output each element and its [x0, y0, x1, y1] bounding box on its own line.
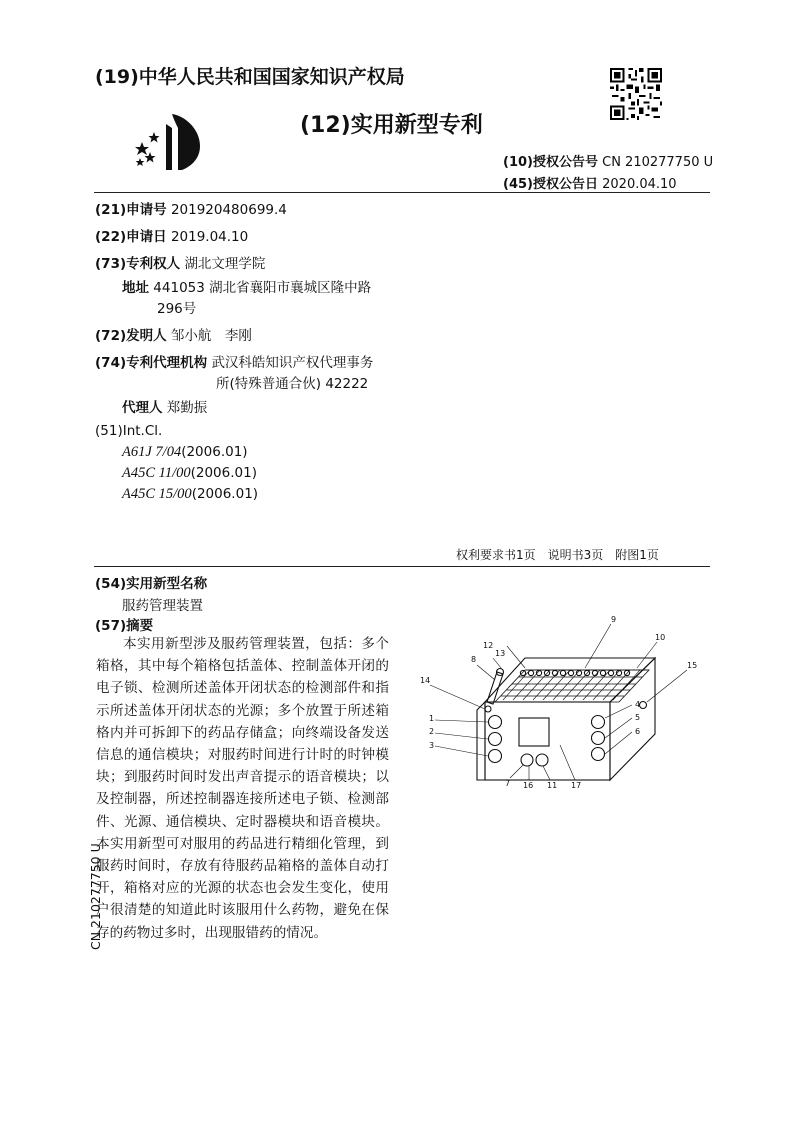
pub-date-value: 2020.04.10 [602, 177, 677, 192]
agency-line2: 所(特殊普通合伙) 42222 [216, 376, 369, 392]
figure-label: 6 [635, 727, 641, 736]
app-no-value: 201920480699.4 [170, 202, 287, 218]
figure-label: 10 [655, 633, 666, 642]
app-no-label: (21)申请号 [95, 202, 167, 218]
inventor [95, 324, 252, 344]
office-name: (19)中华人民共和国国家知识产权局 [95, 66, 405, 88]
agency-label: (74)专利代理机构 [95, 355, 208, 371]
agent [122, 396, 207, 416]
class-code: A45C 11/00 [122, 465, 191, 481]
app-date-value: 2019.04.10 [170, 229, 249, 245]
figure-label: 14 [420, 676, 431, 685]
figure-label: 11 [547, 781, 558, 790]
figure-label: 15 [687, 661, 698, 670]
class-year: (2006.01) [191, 486, 259, 502]
inventor-label: (72)发明人 [95, 328, 167, 344]
class-code: A61J 7/04 [122, 444, 182, 460]
patentee-label: (73)专利权人 [95, 256, 181, 272]
patent-type-title: (12)实用新型专利 [300, 113, 483, 138]
agency-value-1: 武汉科皓知识产权代理事务 [211, 355, 374, 371]
figure-label: 8 [471, 655, 477, 664]
address-value-1: 441053 湖北省襄阳市襄城区隆中路 [153, 280, 372, 296]
pages-info: 权利要求书1页 说明书3页 附图1页 [456, 548, 659, 562]
abstract-label: (57)摘要 [95, 618, 154, 634]
class-item [122, 486, 258, 503]
class-year: (2006.01) [190, 465, 257, 481]
pub-number [503, 151, 713, 170]
side-publication-number: CN 210277750 U [88, 843, 103, 950]
figure-label: 16 [523, 781, 534, 790]
title-label: (54)实用新型名称 [95, 576, 208, 592]
agency-line1 [95, 351, 373, 371]
figure-label: 13 [495, 649, 506, 658]
application-number [95, 198, 287, 218]
pub-number-value: CN 210277750 U [602, 155, 714, 170]
application-date [95, 225, 248, 245]
class-code: A45C 15/00 [122, 486, 192, 502]
abstract-text: 本实用新型涉及服药管理装置，包括：多个箱格，其中每个箱格包括盖体、控制盖体开闭的电子锁、检测所述盖体开闭状态的检测部件和指示所述盖体开闭状态的光源；多个放置于所述箱格内并可拆卸下的药品存储盒；向终端设备发送信息的通信模块；对服药时间进行计时的时钟模块；到服药时间时发出声音提示的语音模块；以及控制器，所述控制器连接所述电子锁、检测部件、光源、通信模块、定时器模块和语音模块。本实用新型可对服用的药品进行精细化管理，到服药时间时，存放有待服药品箱格的盖体自动打开，箱格对应的光源的状态也会发生变化，使用户很清楚的知道此时该服用什么药物，避免在保存的药物过多时，出现服错药的情况。 [96, 636, 389, 941]
patentee [95, 252, 265, 272]
int-cl-label: (51)Int.Cl. [95, 423, 163, 439]
section-divider [94, 566, 710, 567]
pub-date [503, 173, 677, 192]
pub-number-label: (10)授权公告号 [503, 155, 598, 170]
class-year: (2006.01) [181, 444, 248, 460]
address-line2: 296号 [157, 301, 197, 317]
class-item [122, 444, 248, 461]
pub-date-label: (45)授权公告日 [503, 177, 598, 192]
device-figure [415, 610, 710, 800]
figure-label: 17 [571, 781, 582, 790]
class-item [122, 465, 257, 482]
figure-label: 4 [635, 700, 641, 709]
figure-label: 12 [483, 641, 494, 650]
figure-label: 3 [429, 741, 435, 750]
app-date-label: (22)申请日 [95, 229, 167, 245]
qr-code-icon [610, 68, 662, 120]
figure-label: 9 [611, 615, 617, 624]
inventor-value: 邹小航 李刚 [170, 328, 252, 344]
header-divider [94, 192, 710, 193]
figure-label: 7 [505, 779, 511, 788]
figure-label: 2 [429, 727, 435, 736]
figure-label: 1 [429, 714, 435, 723]
address-line1 [122, 276, 371, 296]
address-label: 地址 [122, 280, 149, 296]
figure-label: 5 [635, 713, 641, 722]
agent-value: 郑勤振 [166, 400, 208, 416]
utility-model-title: 服药管理装置 [122, 598, 203, 614]
agent-label: 代理人 [122, 400, 163, 416]
cnipa-logo-icon [128, 110, 208, 172]
patentee-value: 湖北文理学院 [184, 256, 266, 272]
